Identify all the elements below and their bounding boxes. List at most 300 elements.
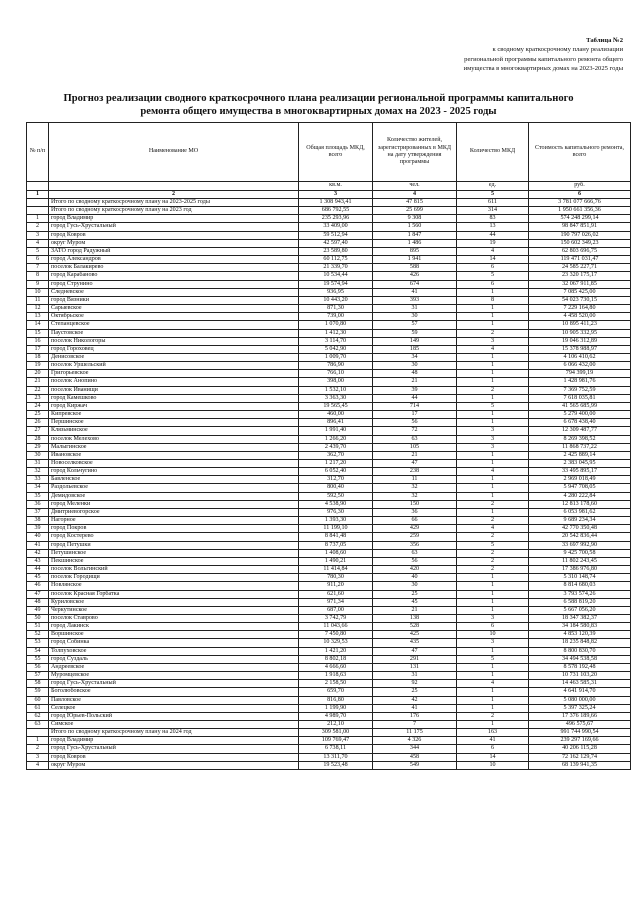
residents-cell: 176 (373, 712, 457, 720)
cost-cell: 9 425 700,58 (529, 549, 631, 557)
col-header-area: Общая площадь МКД, всего (299, 123, 373, 182)
cost-cell: 33 697 992,90 (529, 541, 631, 549)
residents-cell: 393 (373, 296, 457, 304)
row-number-cell: 3 (27, 753, 49, 761)
mo-name-cell: Петушинское (49, 549, 299, 557)
area-cell: 11 043,66 (299, 623, 373, 631)
mo-name-cell: поселок Уршельский (49, 362, 299, 370)
total-row (27, 729, 631, 737)
residents-cell: 150 (373, 500, 457, 508)
cost-cell: 62 803 696,75 (529, 247, 631, 255)
row-number-cell: 63 (27, 721, 49, 729)
row-number-cell: 40 (27, 533, 49, 541)
table-row (27, 402, 631, 410)
col-header-cost: Стоимость капитального ремонта, всего (529, 123, 631, 182)
cost-cell: 3 793 574,26 (529, 590, 631, 598)
residents-cell: 47 (373, 460, 457, 468)
mo-name-cell: город Костерево (49, 533, 299, 541)
row-number-cell: 4 (27, 761, 49, 769)
building-count-cell: 1 (457, 353, 529, 361)
area-cell: 1 532,10 (299, 386, 373, 394)
mo-name-cell: Сарыевское (49, 305, 299, 313)
area-cell: 686 792,55 (299, 207, 373, 215)
row-number-cell: 43 (27, 557, 49, 565)
row-number-cell: 25 (27, 411, 49, 419)
cost-cell: 9 689 234,34 (529, 517, 631, 525)
row-number-cell: 3 (27, 231, 49, 239)
mo-name-cell: город Владимир (49, 737, 299, 745)
table-row (27, 745, 631, 753)
building-count-cell: 1 (457, 704, 529, 712)
area-cell: 309 581,00 (299, 729, 373, 737)
cost-cell: 239 297 169,66 (529, 737, 631, 745)
residents-cell: 895 (373, 247, 457, 255)
mo-name-cell: город Гусь-Хрустальный (49, 223, 299, 231)
mo-name-cell: поселок Мелехово (49, 435, 299, 443)
area-cell: 21 339,70 (299, 264, 373, 272)
area-cell: 1 217,20 (299, 460, 373, 468)
cost-cell: 4 280 222,84 (529, 492, 631, 500)
table-row (27, 614, 631, 622)
residents-cell: 57 (373, 321, 457, 329)
row-number-cell: 12 (27, 305, 49, 313)
row-number-cell: 60 (27, 696, 49, 704)
area-cell: 911,20 (299, 582, 373, 590)
row-number-cell: 33 (27, 476, 49, 484)
area-cell: 1 308 943,41 (299, 199, 373, 207)
cost-cell: 5 310 148,74 (529, 574, 631, 582)
building-count-cell: 1 (457, 696, 529, 704)
table-row (27, 427, 631, 435)
area-cell: 1 393,30 (299, 517, 373, 525)
mo-name-cell: ЗАТО город Радужный (49, 247, 299, 255)
building-count-cell: 3 (457, 443, 529, 451)
area-cell: 312,70 (299, 476, 373, 484)
mo-name-cell: Першинское (49, 419, 299, 427)
building-count-cell: 14 (457, 753, 529, 761)
mo-name-cell: город Суздаль (49, 655, 299, 663)
building-count-cell: 1 (457, 672, 529, 680)
mo-name-cell: Ивановское (49, 451, 299, 459)
building-count-cell: 1 (457, 394, 529, 402)
table-row (27, 680, 631, 688)
building-count-cell: 1 (457, 460, 529, 468)
mo-name-cell: Следневское (49, 288, 299, 296)
residents-cell: 426 (373, 272, 457, 280)
cost-cell: 98 847 851,91 (529, 223, 631, 231)
residents-cell: 30 (373, 313, 457, 321)
cost-cell: 41 565 685,99 (529, 402, 631, 410)
mo-name-cell: город Александров (49, 256, 299, 264)
building-count-cell: 1 (457, 484, 529, 492)
table-row (27, 623, 631, 631)
building-count-cell: 4 (457, 468, 529, 476)
table-row (27, 345, 631, 353)
table-row (27, 476, 631, 484)
building-count-cell: 4 (457, 247, 529, 255)
residents-cell: 588 (373, 264, 457, 272)
area-cell: 871,30 (299, 305, 373, 313)
residents-cell: 39 (373, 386, 457, 394)
table-row (27, 215, 631, 223)
mo-name-cell: Пекшинское (49, 557, 299, 565)
area-cell: 23 589,80 (299, 247, 373, 255)
residents-cell: 30 (373, 582, 457, 590)
area-cell: 3 742,79 (299, 614, 373, 622)
table-row (27, 419, 631, 427)
area-cell: 460,00 (299, 411, 373, 419)
table-row (27, 451, 631, 459)
residents-cell: 420 (373, 566, 457, 574)
residents-cell: 47 (373, 647, 457, 655)
residents-cell: 105 (373, 443, 457, 451)
cost-cell: 5 279 400,00 (529, 411, 631, 419)
table-row (27, 525, 631, 533)
building-count-cell: 2 (457, 500, 529, 508)
area-cell: 3 363,30 (299, 394, 373, 402)
building-count-cell: 13 (457, 223, 529, 231)
residents-cell: 344 (373, 745, 457, 753)
area-cell: 10 329,53 (299, 639, 373, 647)
header-line: к сводному краткосрочному плану реализации (492, 46, 623, 54)
area-cell: 8 802,18 (299, 655, 373, 663)
building-count-cell: 1 (457, 411, 529, 419)
cost-cell: 4 458 520,00 (529, 313, 631, 321)
cost-cell: 190 797 026,02 (529, 231, 631, 239)
mo-name-cell: Черкутинское (49, 606, 299, 614)
residents-cell: 40 (373, 574, 457, 582)
cost-cell: 7 618 035,81 (529, 394, 631, 402)
table-row (27, 280, 631, 288)
mo-name-cell: город Вязники (49, 296, 299, 304)
row-number-cell: 39 (27, 525, 49, 533)
building-count-cell: 2 (457, 712, 529, 720)
table-row (27, 590, 631, 598)
building-count-cell: 2 (457, 517, 529, 525)
area-cell: 1 918,63 (299, 672, 373, 680)
table-row (27, 460, 631, 468)
unit-cell: ед. (457, 182, 529, 191)
area-cell: 786,90 (299, 362, 373, 370)
area-cell: 362,70 (299, 451, 373, 459)
area-cell: 5 042,90 (299, 345, 373, 353)
cost-cell: 6 053 981,62 (529, 508, 631, 516)
row-number-cell: 19 (27, 362, 49, 370)
cost-cell: 8 800 830,70 (529, 647, 631, 655)
mo-name-cell: Нагорное (49, 517, 299, 525)
mo-name-cell: город Ковров (49, 231, 299, 239)
mo-name-cell: город Меленки (49, 500, 299, 508)
mo-name-cell: поселок Никологоры (49, 337, 299, 345)
row-number-cell: 24 (27, 402, 49, 410)
cost-cell: 10 895 411,23 (529, 321, 631, 329)
residents-cell: 21 (373, 451, 457, 459)
table-row (27, 761, 631, 769)
column-number-cell: 1 (27, 190, 49, 199)
area-cell: 800,40 (299, 484, 373, 492)
table-row (27, 582, 631, 590)
mo-name-cell: город Карабаново (49, 272, 299, 280)
mo-name-cell: Демидовское (49, 492, 299, 500)
row-number-cell: 16 (27, 337, 49, 345)
area-cell: 10 534,44 (299, 272, 373, 280)
header-line: имущества в многоквартирных домах на 2023-2025 годы (463, 65, 623, 73)
building-count-cell: 2 (457, 557, 529, 565)
table-row (27, 737, 631, 745)
row-number-cell: 56 (27, 663, 49, 671)
residents-cell: 31 (373, 672, 457, 680)
building-count-cell: 1 (457, 574, 529, 582)
row-number-cell: 35 (27, 492, 49, 500)
row-number-cell: 48 (27, 598, 49, 606)
cost-cell: 4 106 410,62 (529, 353, 631, 361)
residents-cell: 1 941 (373, 256, 457, 264)
residents-cell: 42 (373, 696, 457, 704)
row-number-cell: 50 (27, 614, 49, 622)
area-cell: 1 266,20 (299, 435, 373, 443)
table-row (27, 606, 631, 614)
residents-cell: 30 (373, 362, 457, 370)
unit-cell: руб. (529, 182, 631, 191)
mo-name-cell: Симское (49, 721, 299, 729)
area-cell: 235 293,96 (299, 215, 373, 223)
building-count-cell: 1 (457, 590, 529, 598)
table-row (27, 435, 631, 443)
table-row (27, 663, 631, 671)
residents-cell: 48 (373, 370, 457, 378)
building-count-cell: 41 (457, 737, 529, 745)
building-count-cell: 1 (457, 321, 529, 329)
mo-name-cell: поселок Балакирево (49, 264, 299, 272)
table-row (27, 631, 631, 639)
residents-cell: 1 486 (373, 239, 457, 247)
mo-name-cell: поселок Городищи (49, 574, 299, 582)
cost-cell: 10 731 103,20 (529, 672, 631, 680)
row-number-cell (27, 207, 49, 215)
cost-cell: 18 235 848,82 (529, 639, 631, 647)
table-row (27, 647, 631, 655)
row-number-cell: 34 (27, 484, 49, 492)
building-count-cell: 1 (457, 721, 529, 729)
cost-cell: 574 248 299,14 (529, 215, 631, 223)
building-count-cell: 83 (457, 215, 529, 223)
cost-cell: 7 229 164,80 (529, 305, 631, 313)
mo-name-cell: округ Муром (49, 761, 299, 769)
row-number-cell: 2 (27, 745, 49, 753)
row-number-cell: 32 (27, 468, 49, 476)
residents-cell: 34 (373, 353, 457, 361)
residents-cell: 356 (373, 541, 457, 549)
residents-cell: 44 (373, 394, 457, 402)
building-count-cell: 4 (457, 345, 529, 353)
residents-cell: 291 (373, 655, 457, 663)
cost-cell: 19 046 312,89 (529, 337, 631, 345)
cost-cell: 10 905 332,95 (529, 329, 631, 337)
residents-cell: 7 (373, 721, 457, 729)
cost-cell: 150 602 349,23 (529, 239, 631, 247)
area-cell: 659,70 (299, 688, 373, 696)
mo-name-cell: Итого по сводному краткосрочному плану на 2023 год (49, 207, 299, 215)
mo-name-cell: город Собинка (49, 639, 299, 647)
row-number-cell: 15 (27, 329, 49, 337)
table-row (27, 296, 631, 304)
building-count-cell: 1 (457, 419, 529, 427)
residents-cell: 528 (373, 623, 457, 631)
cost-cell: 6 588 819,20 (529, 598, 631, 606)
building-count-cell: 4 (457, 680, 529, 688)
row-number-cell (27, 729, 49, 737)
row-number-cell: 22 (27, 386, 49, 394)
mo-name-cell: поселок Иванищи (49, 386, 299, 394)
cost-cell: 40 206 115,28 (529, 745, 631, 753)
row-number-cell: 8 (27, 272, 49, 280)
table-row (27, 256, 631, 264)
row-number-cell: 4 (27, 239, 49, 247)
mo-name-cell: поселок Красная Горбатка (49, 590, 299, 598)
residents-cell: 32 (373, 484, 457, 492)
cost-cell: 72 162 129,74 (529, 753, 631, 761)
area-cell: 11 414,84 (299, 566, 373, 574)
building-count-cell: 1 (457, 688, 529, 696)
building-count-cell: 163 (457, 729, 529, 737)
building-count-cell: 14 (457, 256, 529, 264)
row-number-cell: 17 (27, 345, 49, 353)
mo-name-cell: Боголюбовское (49, 688, 299, 696)
cost-cell: 34 494 538,58 (529, 655, 631, 663)
cost-cell: 18 347 382,37 (529, 614, 631, 622)
row-number-cell: 13 (27, 313, 49, 321)
row-number-cell: 44 (27, 566, 49, 574)
cost-cell: 11 868 737,22 (529, 443, 631, 451)
cost-cell: 24 585 227,71 (529, 264, 631, 272)
table-row (27, 329, 631, 337)
row-number-cell: 14 (27, 321, 49, 329)
mo-name-cell: Итого по сводному краткосрочному плану на 2024 год (49, 729, 299, 737)
building-count-cell: 6 (457, 745, 529, 753)
mo-name-cell: Кипревское (49, 411, 299, 419)
residents-cell: 21 (373, 606, 457, 614)
area-cell: 816,80 (299, 696, 373, 704)
mo-name-cell: Итого по сводному краткосрочному плану на 2023-2025 годы (49, 199, 299, 207)
table-row (27, 492, 631, 500)
residents-cell: 41 (373, 288, 457, 296)
building-count-cell: 611 (457, 199, 529, 207)
cost-cell: 42 770 350,48 (529, 525, 631, 533)
area-cell: 33 409,00 (299, 223, 373, 231)
row-number-cell: 5 (27, 247, 49, 255)
row-number-cell: 1 (27, 737, 49, 745)
mo-name-cell: город Гусь-Хрустальный (49, 680, 299, 688)
area-cell: 936,95 (299, 288, 373, 296)
unit-cell (49, 182, 299, 191)
column-number-cell: 5 (457, 190, 529, 199)
residents-cell: 45 (373, 598, 457, 606)
residents-cell: 1 847 (373, 231, 457, 239)
residents-cell: 4 326 (373, 737, 457, 745)
residents-cell: 9 308 (373, 215, 457, 223)
area-cell: 8 841,48 (299, 533, 373, 541)
building-count-cell: 2 (457, 386, 529, 394)
table-row (27, 321, 631, 329)
row-number-cell: 57 (27, 672, 49, 680)
area-cell: 3 114,70 (299, 337, 373, 345)
area-cell: 212,10 (299, 721, 373, 729)
row-number-cell: 41 (27, 541, 49, 549)
residents-cell: 11 (373, 476, 457, 484)
table-row (27, 239, 631, 247)
building-count-cell: 3 (457, 639, 529, 647)
row-number-cell: 52 (27, 631, 49, 639)
table-row (27, 288, 631, 296)
area-cell: 4 989,70 (299, 712, 373, 720)
mo-name-cell: город Гороховец (49, 345, 299, 353)
table-row (27, 370, 631, 378)
table-row (27, 566, 631, 574)
mo-name-cell: поселок Анопино (49, 378, 299, 386)
building-count-cell: 3 (457, 614, 529, 622)
residents-cell: 92 (373, 680, 457, 688)
building-count-cell: 4 (457, 525, 529, 533)
mo-name-cell: город Камешково (49, 394, 299, 402)
row-number-cell: 42 (27, 549, 49, 557)
cost-cell: 34 184 580,83 (529, 623, 631, 631)
cost-cell: 23 320 175,17 (529, 272, 631, 280)
building-count-cell: 1 (457, 378, 529, 386)
residents-cell: 458 (373, 753, 457, 761)
table-row (27, 313, 631, 321)
residents-cell: 714 (373, 402, 457, 410)
residents-cell: 56 (373, 557, 457, 565)
mo-name-cell: город Кольчугино (49, 468, 299, 476)
header-line: Таблица №2 (586, 37, 623, 44)
cost-cell: 3 781 077 666,76 (529, 199, 631, 207)
forecast-table (26, 122, 631, 770)
mo-name-cell: Куриловское (49, 598, 299, 606)
table-row (27, 362, 631, 370)
row-number-cell: 20 (27, 370, 49, 378)
residents-cell: 32 (373, 492, 457, 500)
area-cell: 10 443,20 (299, 296, 373, 304)
row-number-cell: 62 (27, 712, 49, 720)
row-number-cell: 58 (27, 680, 49, 688)
building-count-cell: 6 (457, 264, 529, 272)
area-cell: 6 052,40 (299, 468, 373, 476)
building-count-cell: 6 (457, 623, 529, 631)
table-row (27, 598, 631, 606)
area-cell: 592,50 (299, 492, 373, 500)
document-header-note (363, 36, 623, 74)
mo-name-cell: город Петушки (49, 541, 299, 549)
cost-cell: 12 813 178,60 (529, 500, 631, 508)
row-number-cell: 7 (27, 264, 49, 272)
residents-cell: 674 (373, 280, 457, 288)
cost-cell: 496 575,67 (529, 721, 631, 729)
building-count-cell: 10 (457, 761, 529, 769)
row-number-cell: 11 (27, 296, 49, 304)
row-number-cell: 46 (27, 582, 49, 590)
building-count-cell: 2 (457, 329, 529, 337)
row-number-cell: 21 (27, 378, 49, 386)
area-cell: 398,00 (299, 378, 373, 386)
residents-cell: 47 815 (373, 199, 457, 207)
building-count-cell: 1 (457, 451, 529, 459)
table-row (27, 247, 631, 255)
table-row (27, 394, 631, 402)
table-row (27, 386, 631, 394)
building-count-cell: 1 (457, 582, 529, 590)
area-cell: 780,30 (299, 574, 373, 582)
cost-cell: 5 947 708,05 (529, 484, 631, 492)
